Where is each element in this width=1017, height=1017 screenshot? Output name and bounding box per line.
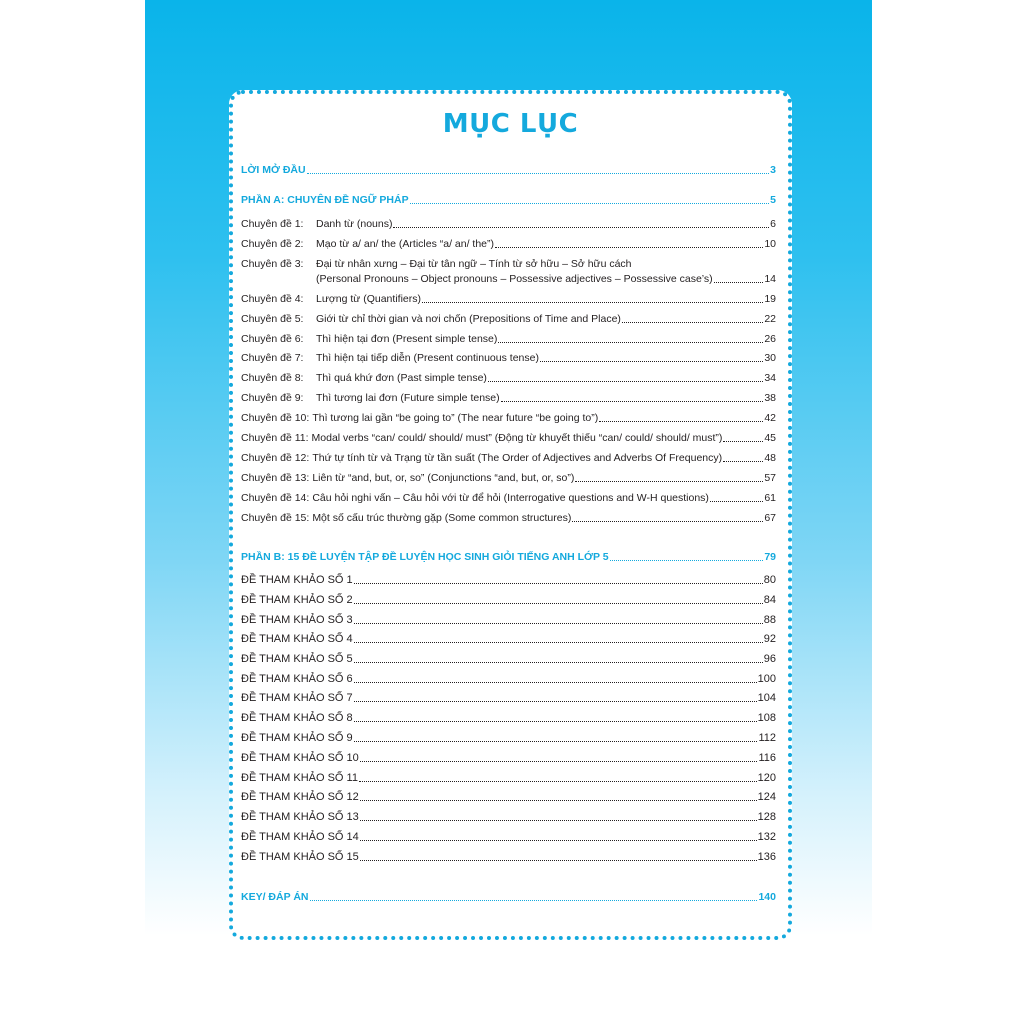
toc-entry-topic[interactable] [241,429,776,445]
topic-number: Chuyên đề 15: [241,512,310,524]
topic-title: Thì quá khứ đơn (Past simple tense) [316,372,487,384]
entry-page: 79 [764,551,776,563]
test-label: ĐỀ THAM KHẢO SỐ 15 [241,851,359,863]
test-label: ĐỀ THAM KHẢO SỐ 9 [241,732,353,744]
toc-entry-topic[interactable] [241,255,776,271]
topic-title: Thì tương lai đơn (Future simple tense) [316,392,500,404]
dot-leader [498,341,763,343]
entry-page: 132 [757,831,776,843]
test-label: ĐỀ THAM KHẢO SỐ 10 [241,752,359,764]
topic-number: Chuyên đề 7: [241,352,304,364]
test-label: ĐỀ THAM KHẢO SỐ 6 [241,673,353,685]
dot-leader [360,839,757,841]
topic-number: Chuyên đề 6: [241,333,304,345]
entry-page: 80 [763,574,776,586]
topic-title: Thì hiện tại tiếp diễn (Present continuous tense) [316,352,539,364]
toc-entry-topic[interactable] [241,310,776,326]
toc-entry-topic[interactable] [241,489,776,505]
toc-title: MỤC LỤC [442,109,579,139]
topic-title: Câu hỏi nghi vấn – Câu hỏi với từ để hỏi (Interrogative questions and W-H questions) [312,492,709,504]
test-label: ĐỀ THAM KHẢO SỐ 8 [241,712,353,724]
dot-leader [310,899,758,901]
test-label: ĐỀ THAM KHẢO SỐ 7 [241,692,353,704]
toc-entry-test[interactable] [241,828,776,844]
topic-title: Đại từ nhân xưng – Đại từ tân ngữ – Tính từ sở hữu – Sở hữu cách [316,258,632,270]
entry-page: 38 [764,392,776,404]
topic-title: Danh từ (nouns) [316,218,393,230]
toc-entry-test[interactable] [241,689,776,705]
test-label: ĐỀ THAM KHẢO SỐ 5 [241,653,353,665]
topic-title: Thứ tự tính từ và Trạng từ tần suất (The Order of Adjectives and Adverbs Of Frequency) [312,452,723,464]
topic-number: Chuyên đề 14: [241,492,310,504]
dot-leader [488,380,763,382]
toc-entry-topic[interactable] [241,469,776,485]
entry-page: 124 [757,791,776,803]
dot-leader [599,420,763,422]
toc-entry-test[interactable] [241,611,776,627]
topic-title: Modal verbs “can/ could/ should/ must” (Động từ khuyết thiếu “can/ could/ should/ must”) [311,432,723,444]
topic-number: Chuyên đề 10: [241,412,310,424]
entry-page: 42 [764,412,776,424]
dot-leader [354,700,757,702]
topic-title: Mạo từ a/ an/ the (Articles “a/ an/ the”) [316,238,495,250]
entry-page: 96 [763,653,776,665]
test-label: ĐỀ THAM KHẢO SỐ 3 [241,614,353,626]
toc-card [229,90,792,940]
entry-page: 120 [757,772,776,784]
entry-page: 5 [770,194,776,206]
topic-number: Chuyên đề 3: [241,258,304,270]
dot-leader [723,460,763,462]
entry-page: 108 [757,712,776,724]
dot-leader [307,172,770,174]
test-label: ĐỀ THAM KHẢO SỐ 12 [241,791,359,803]
toc-entry-test[interactable] [241,709,776,725]
entry-page: 112 [758,732,776,744]
entry-page: 61 [764,492,776,504]
entry-label: PHẦN A: CHUYÊN ĐỀ NGỮ PHÁP [241,194,409,206]
topic-title: Giới từ chỉ thời gian và nơi chốn (Prepositions of Time and Place) [316,313,621,325]
topic-number: Chuyên đề 1: [241,218,304,230]
toc-entry-topic[interactable] [241,449,776,465]
test-label: ĐỀ THAM KHẢO SỐ 2 [241,594,353,606]
dot-leader [572,520,763,522]
topic-title: Thì hiện tại đơn (Present simple tense) [316,333,498,345]
dot-leader [410,202,770,204]
topic-number: Chuyên đề 5: [241,313,304,325]
entry-page: 88 [763,614,776,626]
dot-leader [360,819,757,821]
toc-entry-test[interactable] [241,670,776,686]
dot-leader [354,681,757,683]
topic-title-line2: (Personal Pronouns – Object pronouns – Possessive adjectives – Possessive case’s) [316,273,713,285]
dot-leader [354,582,763,584]
toc-entry-topic[interactable] [241,330,776,346]
topic-number: Chuyên đề 4: [241,293,304,305]
entry-label: KEY/ ĐÁP ÁN [241,891,309,903]
toc-entry-topic[interactable] [241,349,776,365]
toc-entry-test[interactable] [241,769,776,785]
toc-entry-topic[interactable] [241,409,776,425]
toc-entry-topic-continued[interactable] [316,270,776,286]
dot-leader [360,760,758,762]
test-label: ĐỀ THAM KHẢO SỐ 13 [241,811,359,823]
entry-page: 3 [770,164,776,176]
toc-entry-topic[interactable] [241,389,776,405]
toc-entry-intro[interactable] [241,161,776,177]
topic-number: Chuyên đề 8: [241,372,304,384]
entry-page: 19 [764,293,776,305]
topic-number: Chuyên đề 12: [241,452,310,464]
entry-page: 57 [764,472,776,484]
entry-label: LỜI MỞ ĐẦU [241,164,306,176]
entry-page: 45 [764,432,776,444]
entry-page: 104 [757,692,776,704]
dot-leader [360,859,757,861]
topic-number: Chuyên đề 2: [241,238,304,250]
toc-entry-test[interactable] [241,571,776,587]
toc-entry-part-a[interactable] [241,191,776,207]
entry-page: 67 [764,512,776,524]
topic-title: Thì tương lai gần “be going to” (The near future “be going to”) [312,412,599,424]
toc-entry-key[interactable] [241,888,776,904]
topic-number: Chuyên đề 9: [241,392,304,404]
entry-page: 140 [758,891,776,903]
toc-entry-test[interactable] [241,591,776,607]
toc-entry-part-b[interactable] [241,548,776,564]
entry-page: 14 [764,273,776,285]
topic-number: Chuyên đề 13: [241,472,310,484]
dot-leader [575,480,763,482]
dot-leader [710,500,763,502]
test-label: ĐỀ THAM KHẢO SỐ 4 [241,633,353,645]
entry-page: 84 [763,594,776,606]
dot-leader [354,740,758,742]
toc-entry-test[interactable] [241,650,776,666]
entry-page: 10 [764,238,776,250]
dot-leader [354,622,763,624]
toc-entry-test[interactable] [241,749,776,765]
test-label: ĐỀ THAM KHẢO SỐ 11 [241,772,358,784]
dot-leader [610,559,764,561]
dot-leader [540,360,763,362]
toc-entry-test[interactable] [241,630,776,646]
entry-page: 6 [770,218,776,230]
entry-page: 34 [764,372,776,384]
topic-title: Lượng từ (Quantifiers) [316,293,421,305]
dot-leader [393,226,769,228]
topic-title: Liên từ “and, but, or, so” (Conjunctions “and, but, or, so”) [312,472,575,484]
dot-leader [422,301,763,303]
entry-page: 30 [764,352,776,364]
toc-entry-test[interactable] [241,788,776,804]
toc-entry-topic[interactable] [241,290,776,306]
dot-leader [495,246,763,248]
dot-leader [360,799,757,801]
dot-leader [354,602,763,604]
entry-page: 92 [763,633,776,645]
toc-entry-topic[interactable] [241,215,776,231]
dot-leader [359,780,757,782]
entry-page: 48 [764,452,776,464]
entry-page: 128 [757,811,776,823]
toc-entry-topic[interactable] [241,235,776,251]
entry-page: 100 [757,673,776,685]
toc-entry-test[interactable] [241,808,776,824]
dot-leader [354,641,763,643]
entry-page: 22 [764,313,776,325]
topic-title: Một số cấu trúc thường gặp (Some common structures) [312,512,572,524]
dot-leader [714,281,764,283]
dot-leader [723,440,763,442]
dot-leader [354,720,757,722]
toc-entry-topic[interactable] [241,369,776,385]
dot-leader [501,400,764,402]
dot-leader [622,321,763,323]
toc-entry-test[interactable] [241,729,776,745]
test-label: ĐỀ THAM KHẢO SỐ 1 [241,574,353,586]
toc-entry-test[interactable] [241,848,776,864]
test-label: ĐỀ THAM KHẢO SỐ 14 [241,831,359,843]
entry-label: PHẦN B: 15 ĐỀ LUYỆN TẬP ĐỀ LUYỆN HỌC SINH GIỎI TIẾNG ANH LỚP 5 [241,551,609,563]
entry-page: 136 [757,851,776,863]
topic-number: Chuyên đề 11: [241,432,309,444]
entry-page: 26 [764,333,776,345]
entry-page: 116 [758,752,776,764]
toc-entry-topic[interactable] [241,509,776,525]
dot-leader [354,661,763,663]
